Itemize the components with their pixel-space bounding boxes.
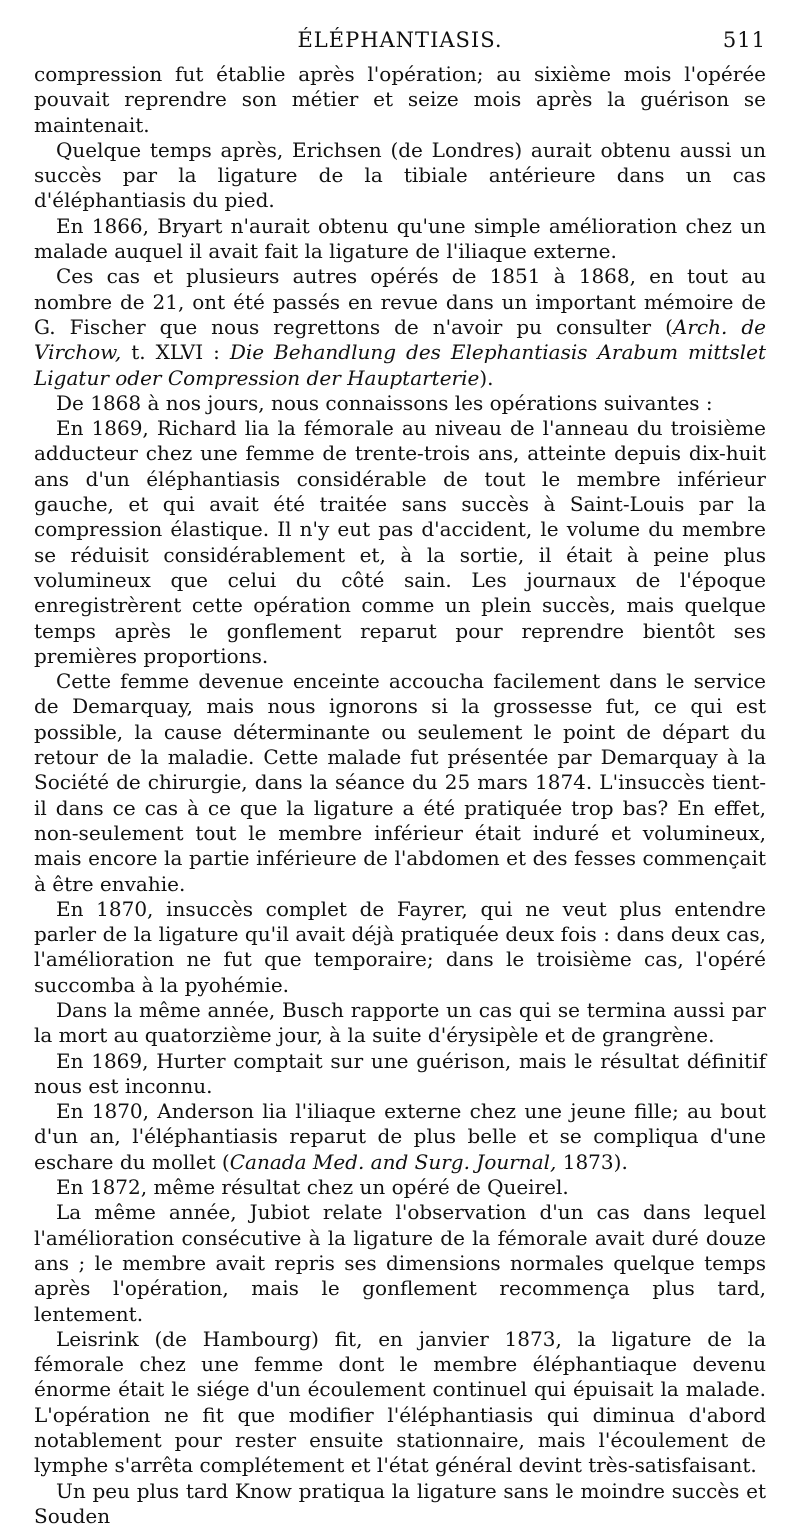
citation-close: ).	[613, 1149, 628, 1174]
paragraph: Quelque temps après, Erichsen (de Londres) aurait obtenu aussi un succès par la ligature de la tibiale antérieure dans un cas d'éléphantiasis du pied.	[34, 137, 766, 213]
page-number: 511	[722, 28, 766, 52]
paragraph: En 1869, Richard lia la fémorale au niveau de l'anneau du troisième adducteur chez une femme de trente-trois ans, atteinte depuis dix-huit ans d'un éléphantiasis considérable de tout le membre inférieur gauche, et qui avait été traitée sans succès à Saint-Louis par la compression élastique. Il n'y eut pas d'accident, le volume du membre se réduisit considérablement et, à la sortie, il était à peine plus volumineux que celui du côté sain. Les journaux de l'époque enregistrèrent cette opération comme un plein succès, mais quelque temps après le gonflement reparut pour reprendre bientôt ses premières proportions.	[34, 416, 766, 668]
paragraph-text: Ces cas et plusieurs autres opérés de 1851 à 1868, en tout au nombre de 21, ont été passés en revue dans un important mémoire de G. Fischer que nous regrettons de n'avoir pu consulter (	[34, 264, 766, 339]
running-header	[34, 28, 766, 56]
paragraph: De 1868 à nos jours, nous connaissons les opérations suivantes :	[56, 390, 713, 415]
paragraph	[34, 1099, 766, 1175]
citation-close: ).	[479, 365, 494, 390]
citation-volume: t. XLVI :	[121, 340, 230, 365]
body-text	[34, 62, 766, 1529]
paragraph: En 1866, Bryart n'aurait obtenu qu'une simple amélioration chez un malade auquel il avait fait la ligature de l'iliaque externe.	[34, 213, 766, 264]
running-title: ÉLÉPHANTIASIS.	[297, 28, 503, 52]
paragraph: En 1872, même résultat chez un opéré de Queirel.	[56, 1175, 569, 1200]
paragraph-text: En 1870, Anderson lia l'iliaque externe chez une jeune fille; au bout d'un an, l'éléphantiasis reparut de plus belle et se compliqua d'une eschare du mollet (	[34, 1099, 766, 1174]
paragraph: La même année, Jubiot relate l'observation d'un cas dans lequel l'amélioration consécutive à la ligature de la fémorale avait duré douze ans ; le membre avait repris ses dimensions normales quelque temps après l'opération, mais le gonflement recommença plus tard, lentement.	[34, 1200, 766, 1326]
paragraph: Leisrink (de Hambourg) fit, en janvier 1873, la ligature de la fémorale chez une femme dont le membre éléphantiaque devenu énorme était le siége d'un écoulement continuel qui épuisait la malade. L'opération ne fit que modifier l'éléphantiasis qui diminua d'abord notablement pour rester ensuite stationnaire, mais l'écoulement de lymphe s'arrêta complétement et l'état général devint très-satisfaisant.	[34, 1326, 766, 1478]
paragraph: compression fut établie après l'opération; au sixième mois l'opérée pouvait reprendre son métier et seize mois après la guérison se maintenait.	[34, 62, 766, 137]
citation-year: 1873	[556, 1149, 614, 1174]
paragraph	[34, 264, 766, 390]
paragraph: En 1870, insuccès complet de Fayrer, qui ne veut plus entendre parler de la ligature qu'il avait déjà pratiquée deux fois : dans deux cas, l'amélioration ne fut que temporaire; dans le troisième cas, l'opéré succomba à la pyohémie.	[34, 896, 766, 997]
paragraph: Dans la même année, Busch rapporte un cas qui se termina aussi par la mort au quatorzième jour, à la suite d'érysipèle et de grangrène.	[34, 997, 766, 1048]
citation-source: Canada Med. and Surg. Journal,	[229, 1149, 557, 1174]
paragraph: Cette femme devenue enceinte accoucha facilement dans le service de Demarquay, mais nous ignorons si la grossesse fut, ce qui est possible, la cause déterminante ou seulement le point de départ du retour de la maladie. Cette malade fut présentée par Demarquay à la Société de chirurgie, dans la séance du 25 mars 1874. L'insuccès tient-il dans ce cas à ce que la ligature a été pratiquée trop bas? En effet, non-seulement tout le membre inférieur était induré et volumineux, mais encore la partie inférieure de l'abdomen et des fesses commençait à être envahie.	[34, 669, 766, 896]
paragraph: En 1869, Hurter comptait sur une guérison, mais le résultat définitif nous est inconnu.	[34, 1048, 766, 1098]
paragraph: Un peu plus tard Know pratiqua la ligature sans le moindre succès et Souden	[34, 1478, 766, 1528]
citation-source: Arch. de Virchow,	[34, 314, 766, 365]
citation-title: Die Behandlung des Elephantiasis Arabum mittslet Ligatur oder Compression der Hauptarterie	[34, 340, 766, 390]
